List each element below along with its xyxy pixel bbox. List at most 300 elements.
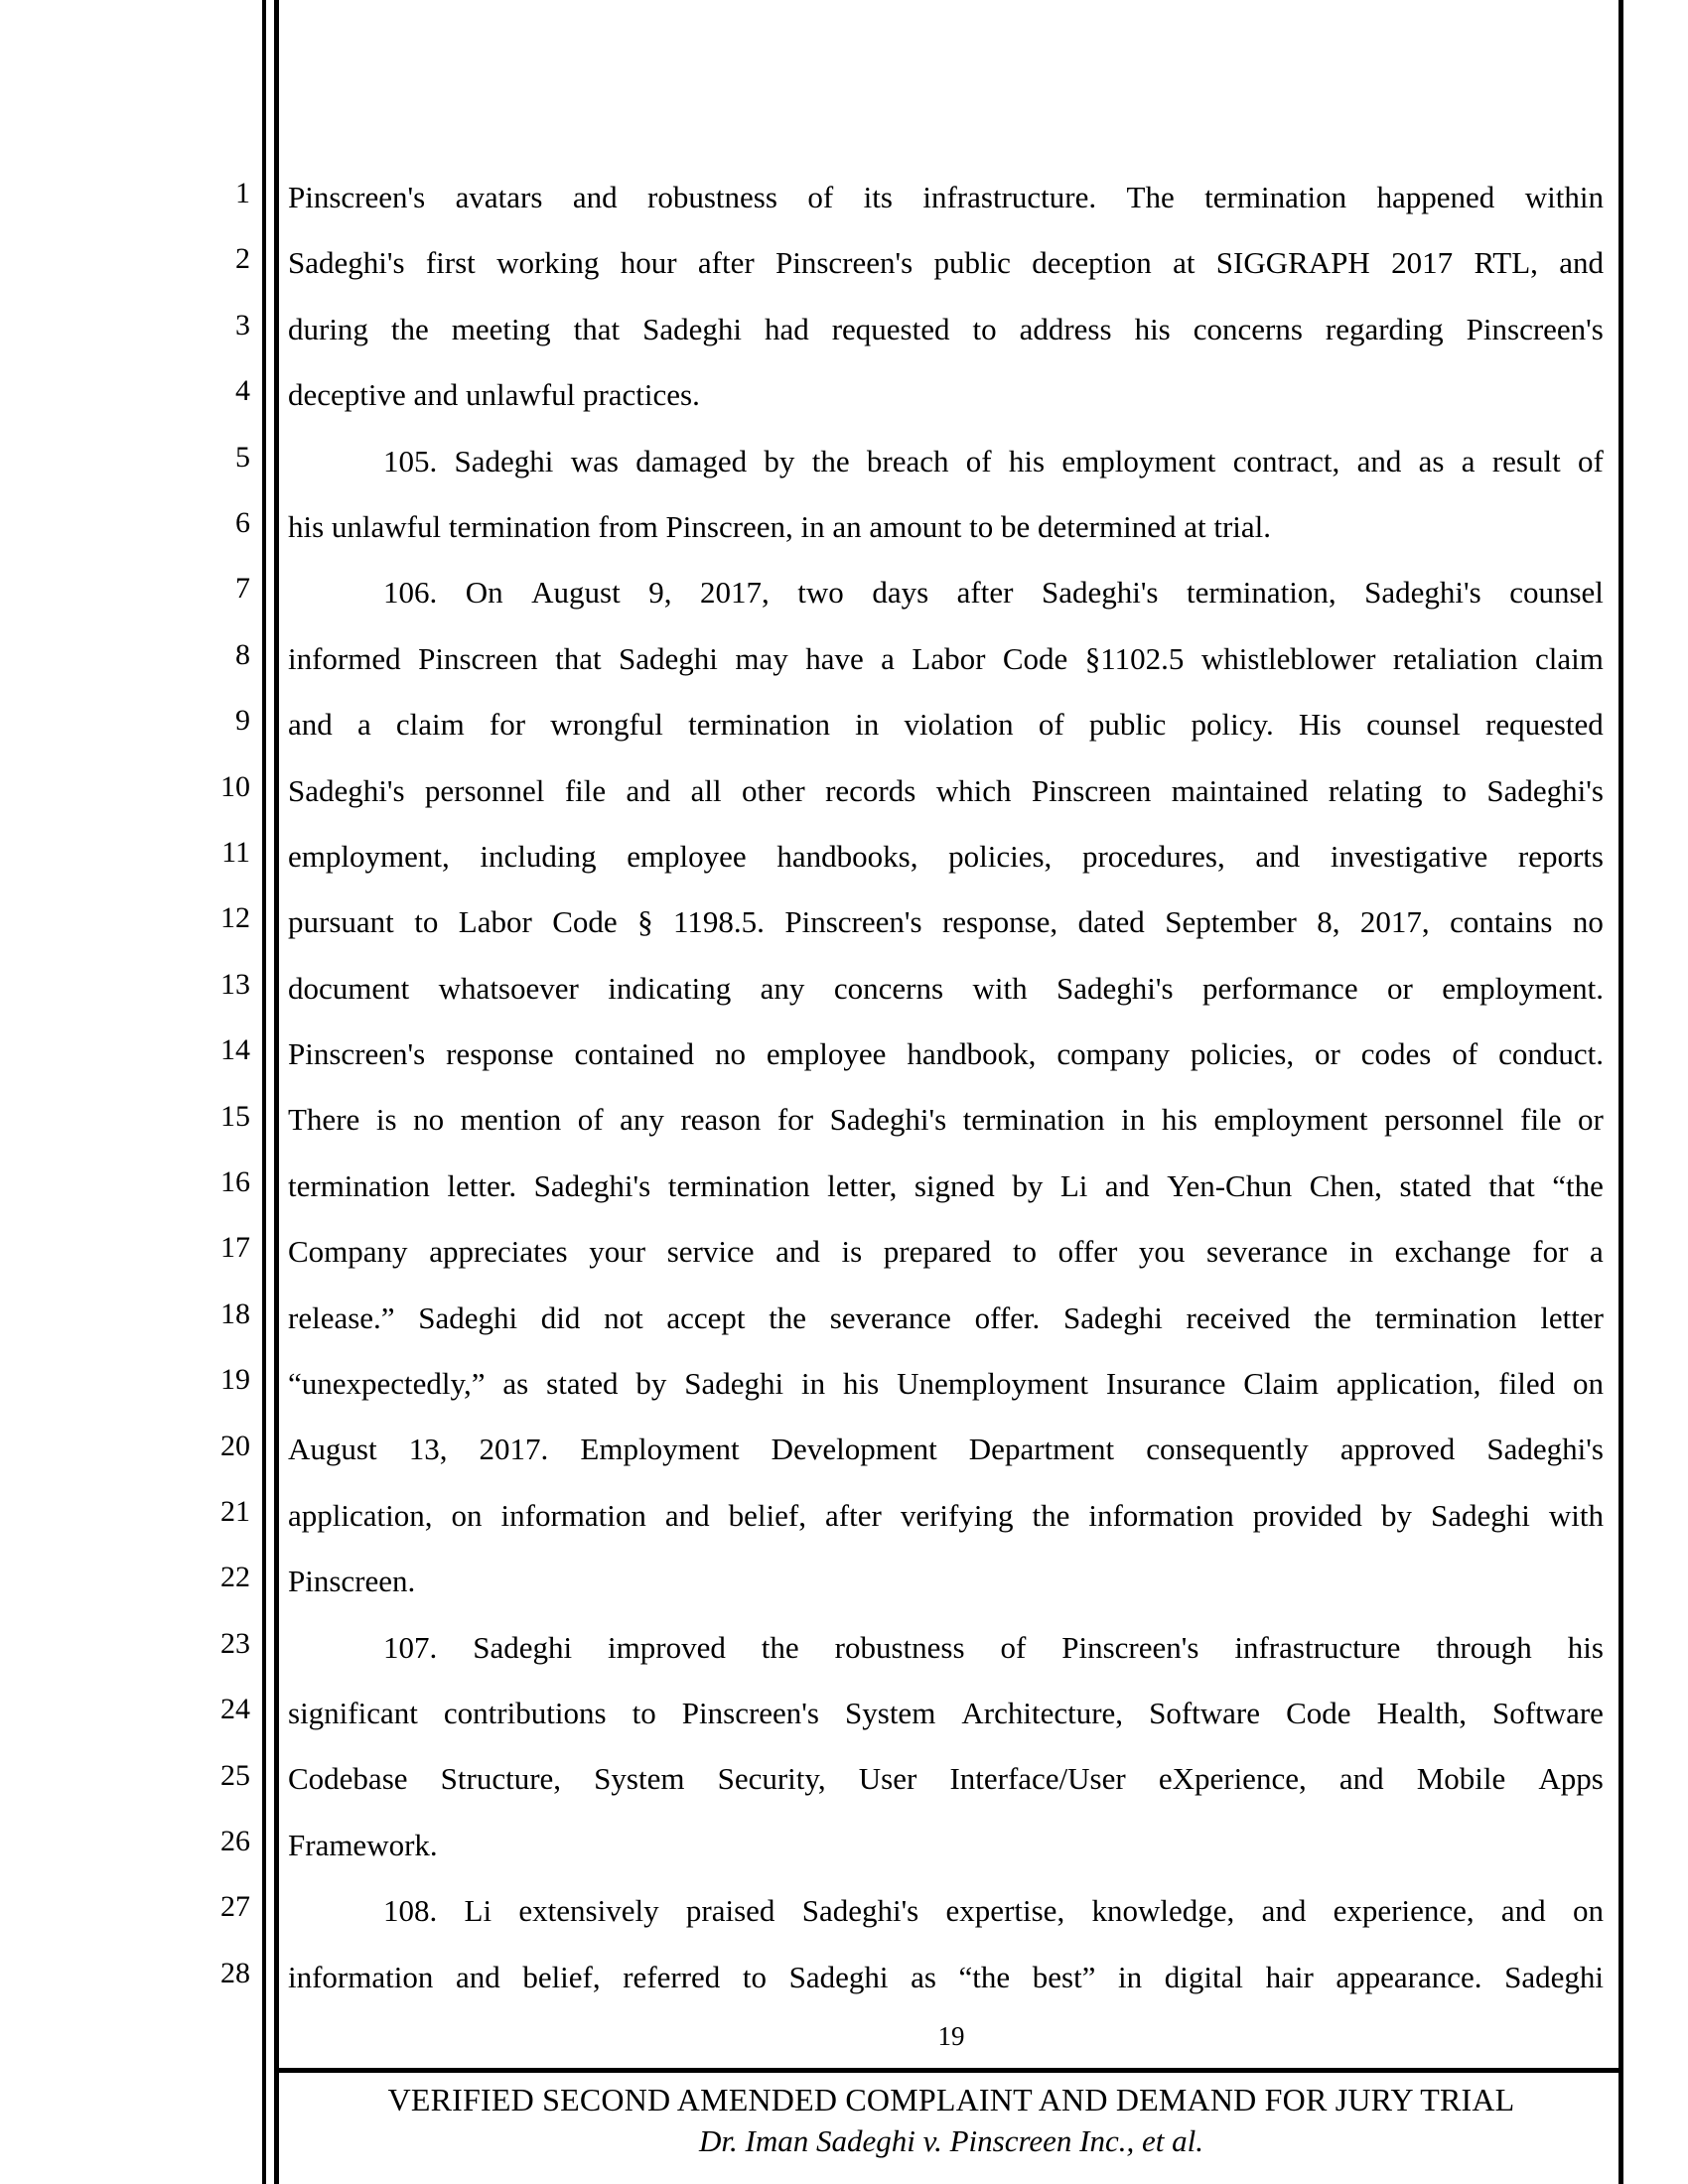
word: his: [1161, 1102, 1197, 1138]
word: meeting: [451, 311, 551, 346]
word: of: [1038, 707, 1064, 743]
word: Sadeghi's: [801, 1893, 919, 1929]
word: claim: [395, 707, 465, 743]
word: had: [764, 311, 809, 346]
word: retaliation: [1392, 640, 1518, 676]
word: Sadeghi: [788, 1959, 889, 1994]
word: or: [1315, 1036, 1340, 1072]
line-number: 15: [220, 1099, 250, 1133]
document-text-line: [288, 833, 1604, 898]
left-margin-rule-inner: [274, 0, 279, 2184]
justified-line: [288, 1690, 1604, 1737]
word: personnel: [424, 772, 545, 808]
word: contributions: [443, 1695, 607, 1730]
word: pursuant: [288, 904, 394, 940]
word: indicating: [608, 970, 732, 1006]
justified-line: [288, 767, 1604, 815]
word: policies,: [1190, 1036, 1295, 1072]
footer-separator-rule: [279, 2068, 1623, 2073]
word: Sadeghi: [454, 443, 554, 478]
line-number: 14: [220, 1033, 250, 1067]
word: Codebase: [288, 1761, 408, 1797]
word: the: [390, 311, 429, 346]
word: application,: [288, 1497, 433, 1533]
word: or: [1578, 1102, 1604, 1138]
word: 13,: [408, 1432, 448, 1467]
word: claim: [1535, 640, 1604, 676]
word: Sadeghi's: [1486, 1432, 1604, 1467]
paragraph-last-line: Framework.: [288, 1827, 438, 1862]
word: did: [540, 1299, 581, 1335]
document-text-line: [288, 1096, 1604, 1161]
word: any: [620, 1102, 664, 1138]
word: at: [1173, 245, 1196, 281]
word: as: [911, 1959, 936, 1994]
document-text-line: [288, 174, 1604, 239]
word: that: [555, 640, 602, 676]
line-number: 3: [235, 308, 250, 341]
word: a: [881, 640, 895, 676]
word: best”: [1032, 1959, 1096, 1994]
word: by: [764, 443, 795, 478]
word: termination: [962, 1102, 1105, 1138]
word: offer: [1057, 1234, 1118, 1270]
word: Pinscreen's: [784, 904, 922, 940]
word: Pinscreen's: [681, 1695, 819, 1730]
word: conduct.: [1498, 1036, 1604, 1072]
word: informed: [288, 640, 401, 676]
justified-line: [288, 1755, 1604, 1803]
line-number: 10: [220, 769, 250, 803]
word: severance: [829, 1299, 951, 1335]
word: and: [455, 1959, 500, 1994]
word: 2017,: [1359, 904, 1430, 940]
word: response,: [941, 904, 1058, 940]
document-text-line: [288, 898, 1604, 964]
word: of: [807, 180, 834, 214]
word: Labor: [458, 904, 532, 940]
word: Insurance: [1105, 1366, 1226, 1402]
word: contract,: [1232, 443, 1340, 478]
word: Sadeghi's: [288, 772, 405, 808]
word: There: [288, 1102, 360, 1138]
word: investigative: [1330, 838, 1488, 874]
justified-line: [288, 438, 1604, 485]
word: breach: [866, 443, 949, 478]
justified-line: [288, 569, 1604, 616]
word: Sadeghi: [1504, 1959, 1604, 1994]
word: 9,: [648, 575, 672, 611]
word: employee: [627, 838, 747, 874]
word: User: [858, 1761, 917, 1797]
word: have: [805, 640, 864, 676]
word: codes: [1360, 1036, 1432, 1072]
word: Pinscreen's: [1466, 311, 1604, 346]
word: and: [1500, 1893, 1546, 1929]
word: Sadeghi: [642, 311, 742, 346]
word: praised: [685, 1893, 775, 1929]
word: employment: [1213, 1102, 1368, 1138]
word: company: [1056, 1036, 1170, 1072]
word: to: [742, 1959, 768, 1994]
justified-line: [288, 239, 1604, 287]
word: Architecture,: [961, 1695, 1124, 1730]
word: §1102.5: [1084, 640, 1185, 676]
word: On: [465, 575, 503, 611]
line-number: 17: [220, 1231, 250, 1265]
word: first: [425, 245, 476, 281]
word: performance: [1201, 970, 1358, 1006]
word: System: [594, 1761, 685, 1797]
word: no: [413, 1102, 445, 1138]
document-text-line: [288, 1690, 1604, 1755]
word: Sadeghi's: [1056, 970, 1174, 1006]
word: Pinscreen's: [774, 245, 914, 281]
line-number-gutter: [179, 179, 250, 2065]
word: records: [825, 772, 916, 808]
line-number: 1: [235, 177, 250, 209]
word: experience,: [1333, 1893, 1475, 1929]
word: handbook,: [907, 1036, 1037, 1072]
justified-line: [288, 1624, 1604, 1672]
word: for: [776, 1102, 814, 1138]
word: infrastructure.: [922, 180, 1097, 214]
justified-line: [288, 1295, 1604, 1342]
word: provided: [1252, 1497, 1362, 1533]
word: 2017: [1391, 245, 1454, 281]
word: improved: [608, 1629, 726, 1665]
word: within: [1524, 180, 1604, 214]
word: file: [1520, 1102, 1562, 1138]
word: in: [1121, 1102, 1146, 1138]
justified-line: [288, 306, 1604, 353]
word: is: [841, 1234, 863, 1270]
word: Sadeghi: [473, 1629, 573, 1665]
line-number: 18: [220, 1297, 250, 1330]
word: and: [1104, 1167, 1150, 1203]
word: and: [1338, 1761, 1384, 1797]
justified-line: [288, 1492, 1604, 1540]
word: severance: [1206, 1234, 1329, 1270]
word: signed: [914, 1167, 995, 1203]
justified-line: [288, 833, 1604, 881]
word: that: [573, 311, 621, 346]
word: personnel: [1384, 1102, 1504, 1138]
word: whatsoever: [438, 970, 579, 1006]
page-number: 19: [937, 2021, 965, 2051]
word: employment.: [1442, 970, 1604, 1006]
word: “the: [958, 1959, 1011, 1994]
word: “unexpectedly,”: [288, 1366, 486, 1402]
word: hour: [620, 245, 677, 281]
word: his: [843, 1366, 880, 1402]
word: offer.: [974, 1299, 1041, 1335]
word: as: [502, 1366, 529, 1402]
word: Mobile: [1416, 1761, 1506, 1797]
word: information: [1088, 1497, 1234, 1533]
word: and: [1261, 1893, 1307, 1929]
word: contains: [1450, 904, 1553, 940]
word: application,: [1336, 1366, 1481, 1402]
word: System: [845, 1695, 936, 1730]
word: §: [637, 904, 653, 940]
word: The: [1126, 180, 1175, 214]
word: on: [1572, 1893, 1604, 1929]
document-text-line: [288, 1426, 1604, 1491]
line-number: 23: [220, 1626, 250, 1660]
word: September: [1165, 904, 1297, 940]
word: Yen-Chun: [1167, 1167, 1293, 1203]
word: knowledge,: [1091, 1893, 1235, 1929]
word: a: [1590, 1234, 1604, 1270]
word: and: [1356, 443, 1402, 478]
document-text-line: [288, 1295, 1604, 1360]
word: termination: [1204, 180, 1347, 214]
word: in: [1118, 1959, 1143, 1994]
word: dated: [1077, 904, 1145, 940]
justified-line: [288, 1426, 1604, 1473]
document-text-line: [288, 438, 1604, 503]
word: policy.: [1191, 707, 1274, 743]
word: Company: [288, 1234, 408, 1270]
word: appreciates: [429, 1234, 568, 1270]
word: address: [1019, 311, 1112, 346]
justified-line: [288, 1360, 1604, 1408]
word: document: [288, 970, 410, 1006]
document-text-line: [288, 239, 1604, 305]
word: concerns: [833, 970, 944, 1006]
line-number: 6: [235, 506, 250, 539]
word: by: [635, 1366, 667, 1402]
paragraph-last-line: his unlawful termination from Pinscreen, in an amount to be determined at trial.: [288, 508, 1272, 544]
word: Health,: [1376, 1695, 1467, 1730]
word: release.”: [288, 1299, 395, 1335]
word: avatars: [455, 180, 543, 214]
word: robustness: [647, 180, 777, 214]
line-number: 28: [220, 1956, 250, 1989]
word: eXperience,: [1158, 1761, 1307, 1797]
word: a: [356, 707, 371, 743]
document-text-line: [288, 503, 1604, 569]
word: not: [604, 1299, 643, 1335]
word: may: [735, 640, 788, 676]
word: belief,: [522, 1959, 601, 1994]
word: Sadeghi's: [288, 245, 405, 281]
word: His: [1298, 707, 1341, 743]
word: of: [1577, 443, 1604, 478]
word: letter: [1540, 1299, 1604, 1335]
footer-case-caption: Dr. Iman Sadeghi v. Pinscreen Inc., et al.: [699, 2123, 1203, 2158]
line-number: 12: [220, 901, 250, 935]
line-number: 8: [235, 637, 250, 671]
word: Structure,: [440, 1761, 562, 1797]
word: mention: [460, 1102, 562, 1138]
line-number: 21: [220, 1495, 250, 1528]
line-number: 24: [220, 1693, 250, 1726]
word: two: [797, 575, 844, 611]
word: the: [761, 1629, 799, 1665]
word: to: [1442, 772, 1468, 808]
word: in: [1348, 1234, 1373, 1270]
word: of: [577, 1102, 604, 1138]
document-text-line: [288, 1755, 1604, 1821]
document-text-line: [288, 1360, 1604, 1426]
word: Security,: [717, 1761, 826, 1797]
word: Pinscreen's: [288, 180, 426, 214]
word: digital: [1164, 1959, 1243, 1994]
word: Chen,: [1309, 1167, 1382, 1203]
word: Labor: [912, 640, 986, 676]
word: stated: [546, 1366, 619, 1402]
word: procedures,: [1081, 838, 1225, 874]
justified-line: [288, 1030, 1604, 1078]
document-text-line: [288, 701, 1604, 766]
word: concerns: [1193, 311, 1303, 346]
word: 106.: [383, 575, 438, 611]
word: 2017,: [700, 575, 770, 611]
word: filed: [1498, 1366, 1556, 1402]
word: and: [1559, 245, 1604, 281]
line-number: 9: [235, 704, 250, 738]
word: 2017.: [479, 1432, 549, 1467]
line-number: 25: [220, 1758, 250, 1792]
word: for: [1532, 1234, 1569, 1270]
document-text-line: [288, 1822, 1604, 1887]
word: and: [572, 180, 618, 214]
word: working: [496, 245, 600, 281]
word: counsel: [1509, 575, 1604, 611]
word: relating: [1328, 772, 1423, 808]
word: regarding: [1325, 311, 1444, 346]
word: appearance.: [1336, 1959, 1482, 1994]
word: Sadeghi: [684, 1366, 784, 1402]
word: damaged: [635, 443, 748, 478]
word: counsel: [1366, 707, 1461, 743]
word: to: [1012, 1234, 1037, 1270]
word: to: [632, 1695, 656, 1730]
word: employee: [766, 1036, 887, 1072]
document-text-line: [288, 1558, 1604, 1623]
word: result: [1491, 443, 1561, 478]
word: letter,: [827, 1167, 898, 1203]
word: of: [1452, 1036, 1478, 1072]
word: to: [414, 904, 439, 940]
line-number: 11: [221, 836, 250, 869]
word: Sadeghi: [1430, 1497, 1530, 1533]
line-number: 4: [235, 374, 250, 408]
word: consequently: [1146, 1432, 1309, 1467]
word: termination: [667, 1167, 810, 1203]
word: his: [1567, 1629, 1604, 1665]
document-text-line: [288, 1492, 1604, 1558]
word: requested: [831, 311, 950, 346]
word: infrastructure: [1234, 1629, 1401, 1665]
line-number: 2: [235, 242, 250, 276]
word: verifying: [900, 1497, 1014, 1533]
word: information: [500, 1497, 646, 1533]
word: belief,: [728, 1497, 806, 1533]
word: significant: [288, 1695, 418, 1730]
word: your: [589, 1234, 646, 1270]
line-number: 27: [220, 1890, 250, 1924]
word: on: [1572, 1366, 1604, 1402]
word: 107.: [383, 1629, 438, 1665]
word: August: [288, 1432, 377, 1467]
word: Sadeghi's: [533, 1167, 651, 1203]
document-text-line: [288, 1162, 1604, 1228]
word: approved: [1339, 1432, 1456, 1467]
word: extensively: [518, 1893, 659, 1929]
document-text-line: [288, 569, 1604, 634]
paragraph-last-line: Pinscreen.: [288, 1564, 416, 1599]
word: public: [1088, 707, 1167, 743]
justified-line: [288, 174, 1604, 221]
word: including: [480, 838, 597, 874]
word: Sadeghi: [1062, 1299, 1163, 1335]
word: to: [972, 311, 997, 346]
word: his: [1008, 443, 1046, 478]
justified-line: [288, 1096, 1604, 1144]
word: hair: [1265, 1959, 1314, 1994]
document-text-line: [288, 1887, 1604, 1953]
word: on: [451, 1497, 483, 1533]
word: all: [690, 772, 722, 808]
word: termination: [688, 707, 830, 743]
word: letter.: [447, 1167, 517, 1203]
word: 105.: [383, 443, 438, 478]
document-text-line: [288, 1228, 1604, 1294]
word: handbooks,: [776, 838, 918, 874]
word: Development: [771, 1432, 937, 1467]
word: the: [769, 1299, 807, 1335]
word: 1198.5.: [673, 904, 765, 940]
line-number: 26: [220, 1825, 250, 1857]
word: Pinscreen's: [1061, 1629, 1199, 1665]
document-text-line: [288, 965, 1604, 1030]
word: received: [1186, 1299, 1291, 1335]
word: is: [375, 1102, 397, 1138]
word: prepared: [883, 1234, 992, 1270]
justified-line: [288, 965, 1604, 1013]
word: stated: [1399, 1167, 1472, 1203]
footer: [279, 2079, 1623, 2162]
word: its: [863, 180, 893, 214]
word: SIGGRAPH: [1215, 245, 1370, 281]
line-number: 19: [220, 1363, 250, 1397]
word: as: [1418, 443, 1445, 478]
word: requested: [1485, 707, 1604, 743]
word: of: [1000, 1629, 1027, 1665]
word: Department: [968, 1432, 1115, 1467]
word: Pinscreen: [1031, 772, 1152, 808]
document-body: [288, 174, 1604, 2019]
word: 8,: [1317, 904, 1340, 940]
line-number: 5: [235, 440, 250, 474]
word: Interface/User: [949, 1761, 1126, 1797]
word: reason: [680, 1102, 762, 1138]
word: or: [1387, 970, 1413, 1006]
word: of: [965, 443, 992, 478]
word: was: [570, 443, 619, 478]
word: Li: [1059, 1167, 1088, 1203]
right-margin-rule: [1618, 0, 1623, 2184]
word: termination,: [1187, 575, 1336, 611]
word: accept: [666, 1299, 746, 1335]
justified-line: [288, 1228, 1604, 1276]
word: by: [1012, 1167, 1044, 1203]
word: which: [935, 772, 1012, 808]
word: termination: [288, 1167, 430, 1203]
